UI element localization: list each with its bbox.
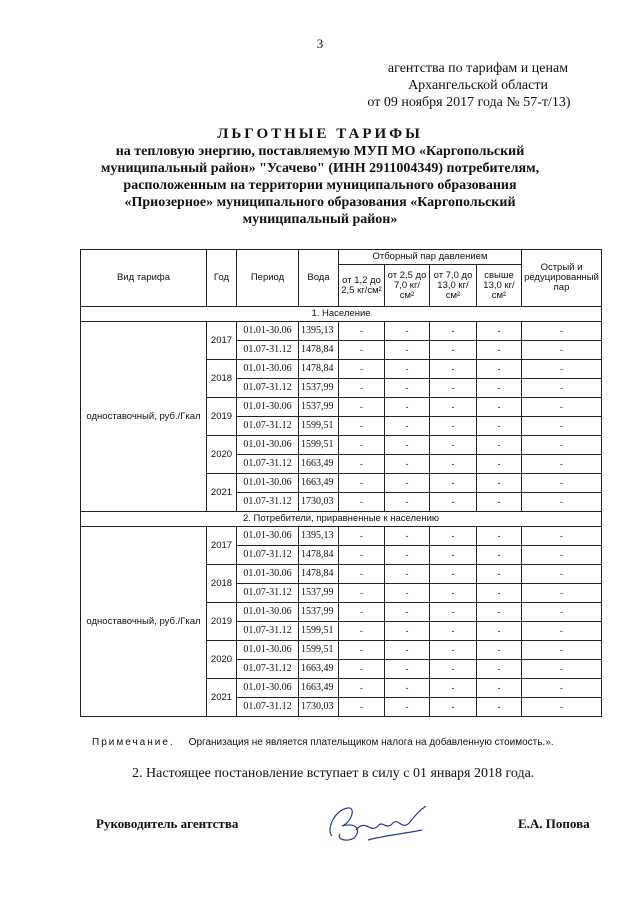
steam-2-cell: - bbox=[385, 341, 430, 360]
water-value-cell: 1478,84 bbox=[299, 565, 339, 584]
steam-4-cell: - bbox=[477, 455, 522, 474]
steam-3-cell: - bbox=[430, 527, 477, 546]
steam-2-cell: - bbox=[385, 322, 430, 341]
steam-1-cell: - bbox=[339, 379, 385, 398]
steam-4-cell: - bbox=[477, 622, 522, 641]
steam-2-cell: - bbox=[385, 493, 430, 512]
sharp-steam-cell: - bbox=[522, 584, 602, 603]
steam-2-cell: - bbox=[385, 398, 430, 417]
steam-3-cell: - bbox=[430, 360, 477, 379]
year-cell: 2018 bbox=[207, 565, 237, 603]
year-cell: 2017 bbox=[207, 322, 237, 360]
water-value-cell: 1730,03 bbox=[299, 493, 339, 512]
steam-3-cell: - bbox=[430, 341, 477, 360]
header-sharp-steam: Острый и редуцированный пар bbox=[522, 250, 602, 307]
sharp-steam-cell: - bbox=[522, 417, 602, 436]
year-cell: 2020 bbox=[207, 436, 237, 474]
steam-4-cell: - bbox=[477, 584, 522, 603]
water-value-cell: 1395,13 bbox=[299, 322, 339, 341]
header-steam-1: от 1,2 до 2,5 кг/см² bbox=[339, 265, 385, 307]
steam-3-cell: - bbox=[430, 622, 477, 641]
steam-4-cell: - bbox=[477, 603, 522, 622]
steam-3-cell: - bbox=[430, 398, 477, 417]
header-tariff-type: Вид тарифа bbox=[81, 250, 207, 307]
period-cell: 01.01-30.06 bbox=[237, 641, 299, 660]
title-line-4: расположенным на территории муниципального образования bbox=[123, 178, 517, 193]
period-cell: 01.07-31.12 bbox=[237, 622, 299, 641]
water-value-cell: 1537,99 bbox=[299, 379, 339, 398]
sharp-steam-cell: - bbox=[522, 493, 602, 512]
steam-1-cell: - bbox=[339, 603, 385, 622]
signatory-position: Руководитель агентства bbox=[96, 816, 239, 831]
steam-2-cell: - bbox=[385, 360, 430, 379]
period-cell: 01.07-31.12 bbox=[237, 660, 299, 679]
water-value-cell: 1537,99 bbox=[299, 398, 339, 417]
period-cell: 01.07-31.12 bbox=[237, 698, 299, 717]
title-line-5: «Приозерное» муниципального образования «Каргопольский bbox=[124, 195, 516, 210]
header-steam-4: свыше 13,0 кг/см² bbox=[477, 265, 522, 307]
period-cell: 01.01-30.06 bbox=[237, 679, 299, 698]
steam-2-cell: - bbox=[385, 436, 430, 455]
steam-3-cell: - bbox=[430, 474, 477, 493]
period-cell: 01.01-30.06 bbox=[237, 398, 299, 417]
steam-3-cell: - bbox=[430, 417, 477, 436]
period-cell: 01.07-31.12 bbox=[237, 455, 299, 474]
title-line-3: муниципальный район» "Усачево" (ИНН 2911004349) потребителям, bbox=[100, 161, 540, 176]
period-cell: 01.01-30.06 bbox=[237, 436, 299, 455]
steam-2-cell: - bbox=[385, 455, 430, 474]
steam-4-cell: - bbox=[477, 379, 522, 398]
steam-2-cell: - bbox=[385, 660, 430, 679]
water-value-cell: 1730,03 bbox=[299, 698, 339, 717]
steam-2-cell: - bbox=[385, 679, 430, 698]
steam-1-cell: - bbox=[339, 436, 385, 455]
steam-1-cell: - bbox=[339, 660, 385, 679]
water-value-cell: 1663,49 bbox=[299, 660, 339, 679]
steam-2-cell: - bbox=[385, 622, 430, 641]
steam-1-cell: - bbox=[339, 527, 385, 546]
year-cell: 2021 bbox=[207, 679, 237, 717]
steam-1-cell: - bbox=[339, 622, 385, 641]
steam-4-cell: - bbox=[477, 698, 522, 717]
period-cell: 01.01-30.06 bbox=[237, 527, 299, 546]
steam-1-cell: - bbox=[339, 474, 385, 493]
header-steam-group: Отборный пар давлением bbox=[339, 250, 522, 265]
steam-3-cell: - bbox=[430, 698, 477, 717]
sharp-steam-cell: - bbox=[522, 474, 602, 493]
sharp-steam-cell: - bbox=[522, 641, 602, 660]
steam-1-cell: - bbox=[339, 565, 385, 584]
header-water: Вода bbox=[299, 250, 339, 307]
sharp-steam-cell: - bbox=[522, 455, 602, 474]
steam-3-cell: - bbox=[430, 679, 477, 698]
footnote-label: Примечание. bbox=[92, 737, 175, 748]
steam-2-cell: - bbox=[385, 379, 430, 398]
water-value-cell: 1599,51 bbox=[299, 622, 339, 641]
header-year: Год bbox=[207, 250, 237, 307]
sharp-steam-cell: - bbox=[522, 341, 602, 360]
steam-4-cell: - bbox=[477, 565, 522, 584]
year-cell: 2019 bbox=[207, 398, 237, 436]
period-cell: 01.01-30.06 bbox=[237, 322, 299, 341]
sharp-steam-cell: - bbox=[522, 436, 602, 455]
steam-2-cell: - bbox=[385, 603, 430, 622]
water-value-cell: 1599,51 bbox=[299, 417, 339, 436]
sharp-steam-cell: - bbox=[522, 679, 602, 698]
steam-1-cell: - bbox=[339, 493, 385, 512]
steam-2-cell: - bbox=[385, 417, 430, 436]
sharp-steam-cell: - bbox=[522, 660, 602, 679]
steam-1-cell: - bbox=[339, 341, 385, 360]
steam-4-cell: - bbox=[477, 546, 522, 565]
handwritten-signature bbox=[322, 800, 432, 846]
sharp-steam-cell: - bbox=[522, 622, 602, 641]
water-value-cell: 1599,51 bbox=[299, 436, 339, 455]
steam-1-cell: - bbox=[339, 455, 385, 474]
water-value-cell: 1663,49 bbox=[299, 679, 339, 698]
steam-1-cell: - bbox=[339, 417, 385, 436]
steam-3-cell: - bbox=[430, 322, 477, 341]
period-cell: 01.07-31.12 bbox=[237, 546, 299, 565]
sharp-steam-cell: - bbox=[522, 360, 602, 379]
sharp-steam-cell: - bbox=[522, 398, 602, 417]
period-cell: 01.07-31.12 bbox=[237, 584, 299, 603]
year-cell: 2017 bbox=[207, 527, 237, 565]
steam-1-cell: - bbox=[339, 322, 385, 341]
steam-4-cell: - bbox=[477, 527, 522, 546]
sharp-steam-cell: - bbox=[522, 565, 602, 584]
section-title: 1. Население bbox=[81, 307, 602, 322]
steam-3-cell: - bbox=[430, 436, 477, 455]
steam-2-cell: - bbox=[385, 527, 430, 546]
period-cell: 01.01-30.06 bbox=[237, 474, 299, 493]
steam-4-cell: - bbox=[477, 493, 522, 512]
steam-2-cell: - bbox=[385, 641, 430, 660]
period-cell: 01.01-30.06 bbox=[237, 360, 299, 379]
signatory-name: Е.А. Попова bbox=[518, 816, 590, 831]
year-cell: 2018 bbox=[207, 360, 237, 398]
steam-3-cell: - bbox=[430, 641, 477, 660]
footnote-text: Организация не является плательщиком налога на добавленную стоимость.». bbox=[188, 737, 554, 748]
steam-4-cell: - bbox=[477, 660, 522, 679]
steam-2-cell: - bbox=[385, 474, 430, 493]
steam-1-cell: - bbox=[339, 546, 385, 565]
sharp-steam-cell: - bbox=[522, 527, 602, 546]
water-value-cell: 1478,84 bbox=[299, 360, 339, 379]
steam-4-cell: - bbox=[477, 417, 522, 436]
title-line-6: муниципальный район» bbox=[242, 212, 398, 227]
water-value-cell: 1599,51 bbox=[299, 641, 339, 660]
page-number: 3 bbox=[316, 36, 324, 51]
steam-2-cell: - bbox=[385, 698, 430, 717]
steam-1-cell: - bbox=[339, 360, 385, 379]
section-title: 2. Потребители, приравненные к населению bbox=[81, 512, 602, 527]
tariff-type-cell: одноставочный, руб./Гкал bbox=[81, 527, 207, 717]
tariffs-table bbox=[80, 249, 602, 717]
steam-1-cell: - bbox=[339, 698, 385, 717]
steam-3-cell: - bbox=[430, 455, 477, 474]
document-title bbox=[100, 126, 540, 228]
steam-3-cell: - bbox=[430, 493, 477, 512]
sharp-steam-cell: - bbox=[522, 322, 602, 341]
header-period: Период bbox=[237, 250, 299, 307]
table-row bbox=[81, 527, 602, 546]
steam-3-cell: - bbox=[430, 603, 477, 622]
steam-1-cell: - bbox=[339, 398, 385, 417]
steam-3-cell: - bbox=[430, 565, 477, 584]
reference-line-2: Архангельской области bbox=[408, 78, 548, 93]
water-value-cell: 1663,49 bbox=[299, 474, 339, 493]
period-cell: 01.07-31.12 bbox=[237, 417, 299, 436]
steam-4-cell: - bbox=[477, 679, 522, 698]
year-cell: 2020 bbox=[207, 641, 237, 679]
document-reference bbox=[348, 60, 608, 111]
water-value-cell: 1537,99 bbox=[299, 584, 339, 603]
steam-4-cell: - bbox=[477, 436, 522, 455]
steam-4-cell: - bbox=[477, 641, 522, 660]
steam-2-cell: - bbox=[385, 546, 430, 565]
steam-4-cell: - bbox=[477, 474, 522, 493]
steam-3-cell: - bbox=[430, 660, 477, 679]
steam-3-cell: - bbox=[430, 379, 477, 398]
water-value-cell: 1537,99 bbox=[299, 603, 339, 622]
water-value-cell: 1663,49 bbox=[299, 455, 339, 474]
steam-4-cell: - bbox=[477, 322, 522, 341]
sharp-steam-cell: - bbox=[522, 379, 602, 398]
period-cell: 01.01-30.06 bbox=[237, 603, 299, 622]
decree-clause: 2. Настоящее постановление вступает в силу с 01 января 2018 года. bbox=[132, 766, 535, 781]
header-steam-2: от 2,5 до 7,0 кг/см² bbox=[385, 265, 430, 307]
year-cell: 2019 bbox=[207, 603, 237, 641]
steam-4-cell: - bbox=[477, 360, 522, 379]
period-cell: 01.07-31.12 bbox=[237, 493, 299, 512]
sharp-steam-cell: - bbox=[522, 698, 602, 717]
title-line-2: на тепловую энергию, поставляемую МУП МО «Каргопольский bbox=[115, 144, 525, 159]
steam-2-cell: - bbox=[385, 584, 430, 603]
steam-2-cell: - bbox=[385, 565, 430, 584]
steam-1-cell: - bbox=[339, 641, 385, 660]
tariff-type-cell: одноставочный, руб./Гкал bbox=[81, 322, 207, 512]
sharp-steam-cell: - bbox=[522, 546, 602, 565]
water-value-cell: 1478,84 bbox=[299, 546, 339, 565]
reference-line-1: агентства по тарифам и ценам bbox=[387, 61, 569, 76]
steam-3-cell: - bbox=[430, 584, 477, 603]
steam-4-cell: - bbox=[477, 398, 522, 417]
period-cell: 01.07-31.12 bbox=[237, 341, 299, 360]
steam-3-cell: - bbox=[430, 546, 477, 565]
title-heading: ЛЬГОТНЫЕ ТАРИФЫ bbox=[217, 126, 423, 142]
period-cell: 01.01-30.06 bbox=[237, 565, 299, 584]
steam-1-cell: - bbox=[339, 584, 385, 603]
steam-1-cell: - bbox=[339, 679, 385, 698]
table-row bbox=[81, 322, 602, 341]
steam-4-cell: - bbox=[477, 341, 522, 360]
header-steam-3: от 7,0 до 13,0 кг/см² bbox=[430, 265, 477, 307]
sharp-steam-cell: - bbox=[522, 603, 602, 622]
year-cell: 2021 bbox=[207, 474, 237, 512]
reference-line-3: от 09 ноября 2017 года № 57-т/13) bbox=[367, 95, 571, 110]
water-value-cell: 1395,13 bbox=[299, 527, 339, 546]
period-cell: 01.07-31.12 bbox=[237, 379, 299, 398]
footnote bbox=[92, 737, 554, 748]
water-value-cell: 1478,84 bbox=[299, 341, 339, 360]
